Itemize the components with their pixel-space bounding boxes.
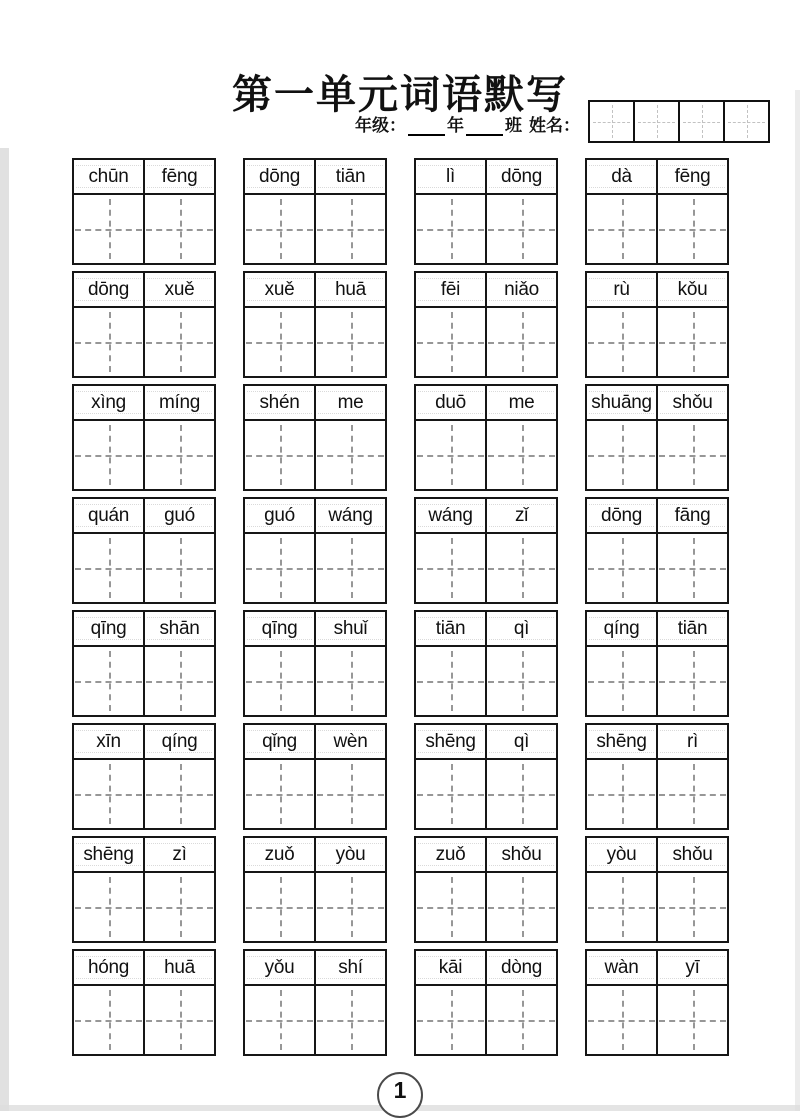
word-card xyxy=(72,836,216,943)
word-card xyxy=(585,949,729,1056)
pinyin-syllable-1: tiān xyxy=(416,612,485,645)
pinyin-syllable-1: dōng xyxy=(587,499,656,532)
pinyin-syllable-2: me xyxy=(314,386,385,419)
writing-box-2[interactable] xyxy=(143,760,214,828)
writing-box-1[interactable] xyxy=(245,760,314,828)
pinyin-syllable-1: rù xyxy=(587,273,656,306)
word-card xyxy=(585,384,729,491)
writing-box-2[interactable] xyxy=(485,534,556,602)
pinyin-syllable-2: fēng xyxy=(143,160,214,193)
pinyin-syllable-2: fāng xyxy=(656,499,727,532)
writing-row xyxy=(416,647,556,715)
pinyin-syllable-2: qì xyxy=(485,612,556,645)
pinyin-row xyxy=(416,386,556,421)
writing-row xyxy=(587,647,727,715)
word-card xyxy=(414,723,558,830)
writing-box-1[interactable] xyxy=(74,195,143,263)
writing-box-2[interactable] xyxy=(314,647,385,715)
pinyin-syllable-1: hóng xyxy=(74,951,143,984)
writing-box-2[interactable] xyxy=(143,986,214,1054)
pinyin-syllable-2: zì xyxy=(143,838,214,871)
writing-box-1[interactable] xyxy=(587,647,656,715)
word-card xyxy=(414,271,558,378)
writing-box-1[interactable] xyxy=(416,760,485,828)
pinyin-syllable-2: dòng xyxy=(485,951,556,984)
word-card xyxy=(585,158,729,265)
pinyin-row xyxy=(587,386,727,421)
page-title: 第一单元词语默写 xyxy=(232,71,568,117)
pinyin-syllable-1: shēng xyxy=(74,838,143,871)
word-card xyxy=(414,949,558,1056)
pinyin-syllable-2: shuǐ xyxy=(314,612,385,645)
writing-box-1[interactable] xyxy=(587,760,656,828)
pinyin-syllable-1: xìng xyxy=(74,386,143,419)
writing-box-1[interactable] xyxy=(587,421,656,489)
pinyin-row xyxy=(587,951,727,986)
pinyin-syllable-1: kāi xyxy=(416,951,485,984)
writing-box-2[interactable] xyxy=(143,647,214,715)
grade-blank-line[interactable] xyxy=(408,119,445,136)
writing-box-2[interactable] xyxy=(314,421,385,489)
writing-box-1[interactable] xyxy=(416,308,485,376)
writing-box-1[interactable] xyxy=(74,421,143,489)
pinyin-syllable-1: wáng xyxy=(416,499,485,532)
pinyin-syllable-1: qīng xyxy=(74,612,143,645)
word-card xyxy=(414,610,558,717)
writing-row xyxy=(416,421,556,489)
class-label: 班 xyxy=(505,116,522,135)
writing-row xyxy=(74,195,214,263)
writing-box-2[interactable] xyxy=(314,873,385,941)
pinyin-row xyxy=(74,725,214,760)
writing-box-2[interactable] xyxy=(656,647,727,715)
pinyin-row xyxy=(74,499,214,534)
pinyin-syllable-1: chūn xyxy=(74,160,143,193)
pinyin-row xyxy=(587,273,727,308)
pinyin-row xyxy=(587,838,727,873)
word-card xyxy=(243,836,387,943)
writing-row xyxy=(245,873,385,941)
name-label: 姓名： xyxy=(529,116,580,135)
writing-row xyxy=(587,986,727,1054)
pinyin-syllable-1: guó xyxy=(245,499,314,532)
writing-box-2[interactable] xyxy=(656,195,727,263)
writing-row xyxy=(74,647,214,715)
pinyin-row xyxy=(245,951,385,986)
pinyin-syllable-2: wáng xyxy=(314,499,385,532)
writing-row xyxy=(74,760,214,828)
writing-box-1[interactable] xyxy=(245,986,314,1054)
writing-row xyxy=(74,873,214,941)
writing-box-2[interactable] xyxy=(656,986,727,1054)
writing-box-1[interactable] xyxy=(245,534,314,602)
pinyin-row xyxy=(74,951,214,986)
word-card xyxy=(243,384,387,491)
writing-box-2[interactable] xyxy=(143,873,214,941)
name-box[interactable] xyxy=(678,100,725,143)
page-number-badge xyxy=(377,1072,423,1118)
writing-box-2[interactable] xyxy=(143,534,214,602)
writing-row xyxy=(416,195,556,263)
pinyin-syllable-1: yǒu xyxy=(245,951,314,984)
pinyin-row xyxy=(416,838,556,873)
writing-row xyxy=(587,421,727,489)
writing-box-1[interactable] xyxy=(587,986,656,1054)
writing-box-1[interactable] xyxy=(416,421,485,489)
writing-box-1[interactable] xyxy=(245,647,314,715)
pinyin-row xyxy=(587,499,727,534)
writing-box-1[interactable] xyxy=(245,421,314,489)
writing-box-1[interactable] xyxy=(74,760,143,828)
pinyin-syllable-1: xīn xyxy=(74,725,143,758)
pinyin-syllable-2: zǐ xyxy=(485,499,556,532)
writing-row xyxy=(587,873,727,941)
pinyin-syllable-1: xuě xyxy=(245,273,314,306)
pinyin-syllable-1: lì xyxy=(416,160,485,193)
writing-box-2[interactable] xyxy=(143,195,214,263)
pinyin-row xyxy=(74,838,214,873)
word-card xyxy=(72,610,216,717)
writing-box-1[interactable] xyxy=(74,873,143,941)
pinyin-syllable-2: rì xyxy=(656,725,727,758)
pinyin-row xyxy=(416,725,556,760)
word-card xyxy=(585,271,729,378)
writing-box-1[interactable] xyxy=(74,986,143,1054)
writing-row xyxy=(416,534,556,602)
pinyin-syllable-1: zuǒ xyxy=(416,838,485,871)
pinyin-row xyxy=(587,160,727,195)
pinyin-syllable-2: wèn xyxy=(314,725,385,758)
word-card xyxy=(72,384,216,491)
writing-box-2[interactable] xyxy=(656,308,727,376)
writing-row xyxy=(245,534,385,602)
writing-box-1[interactable] xyxy=(416,873,485,941)
writing-box-1[interactable] xyxy=(587,308,656,376)
writing-box-2[interactable] xyxy=(656,873,727,941)
pinyin-syllable-2: tiān xyxy=(314,160,385,193)
pinyin-syllable-2: dōng xyxy=(485,160,556,193)
word-card xyxy=(243,271,387,378)
pinyin-syllable-1: yòu xyxy=(587,838,656,871)
pinyin-syllable-2: yòu xyxy=(314,838,385,871)
pinyin-syllable-2: huā xyxy=(143,951,214,984)
writing-box-1[interactable] xyxy=(245,873,314,941)
word-card xyxy=(243,610,387,717)
name-boxes xyxy=(588,100,770,143)
writing-row xyxy=(245,308,385,376)
pinyin-syllable-1: fēi xyxy=(416,273,485,306)
writing-row xyxy=(74,534,214,602)
word-card xyxy=(585,497,729,604)
writing-box-1[interactable] xyxy=(416,534,485,602)
writing-box-2[interactable] xyxy=(314,534,385,602)
writing-box-1[interactable] xyxy=(587,195,656,263)
name-box[interactable] xyxy=(633,100,680,143)
pinyin-syllable-2: fēng xyxy=(656,160,727,193)
pinyin-row xyxy=(245,499,385,534)
pinyin-syllable-2: shān xyxy=(143,612,214,645)
writing-row xyxy=(587,308,727,376)
grade-label: 年级： xyxy=(355,116,406,135)
writing-row xyxy=(74,308,214,376)
pinyin-syllable-1: duō xyxy=(416,386,485,419)
word-card xyxy=(414,158,558,265)
scan-edge-left xyxy=(0,148,9,1111)
pinyin-syllable-2: shǒu xyxy=(656,838,727,871)
writing-row xyxy=(416,308,556,376)
pinyin-syllable-1: quán xyxy=(74,499,143,532)
writing-row xyxy=(587,195,727,263)
pinyin-row xyxy=(74,386,214,421)
word-card xyxy=(585,723,729,830)
writing-box-2[interactable] xyxy=(656,421,727,489)
writing-box-2[interactable] xyxy=(314,308,385,376)
pinyin-row xyxy=(587,725,727,760)
writing-row xyxy=(587,760,727,828)
word-card xyxy=(414,497,558,604)
writing-row xyxy=(416,760,556,828)
pinyin-syllable-1: qíng xyxy=(587,612,656,645)
writing-box-2[interactable] xyxy=(485,195,556,263)
word-card xyxy=(72,949,216,1056)
word-card xyxy=(585,836,729,943)
writing-box-2[interactable] xyxy=(485,421,556,489)
word-card xyxy=(585,610,729,717)
writing-row xyxy=(245,760,385,828)
pinyin-syllable-2: shǒu xyxy=(656,386,727,419)
writing-box-2[interactable] xyxy=(314,760,385,828)
writing-row xyxy=(245,647,385,715)
pinyin-row xyxy=(416,160,556,195)
pinyin-syllable-1: dōng xyxy=(245,160,314,193)
pinyin-syllable-1: wàn xyxy=(587,951,656,984)
pinyin-syllable-1: shuāng xyxy=(587,386,656,419)
writing-row xyxy=(416,986,556,1054)
pinyin-syllable-2: kǒu xyxy=(656,273,727,306)
writing-row xyxy=(245,986,385,1054)
word-card xyxy=(243,723,387,830)
word-card-grid xyxy=(72,158,729,1056)
pinyin-syllable-2: qì xyxy=(485,725,556,758)
word-card xyxy=(414,836,558,943)
pinyin-syllable-1: shēng xyxy=(416,725,485,758)
word-card xyxy=(243,497,387,604)
pinyin-syllable-1: dà xyxy=(587,160,656,193)
page-number: 1 xyxy=(393,1077,407,1103)
writing-box-2[interactable] xyxy=(656,534,727,602)
pinyin-syllable-2: míng xyxy=(143,386,214,419)
pinyin-syllable-2: guó xyxy=(143,499,214,532)
writing-box-1[interactable] xyxy=(74,308,143,376)
writing-box-1[interactable] xyxy=(416,986,485,1054)
pinyin-syllable-2: yī xyxy=(656,951,727,984)
pinyin-syllable-2: xuě xyxy=(143,273,214,306)
pinyin-syllable-2: huā xyxy=(314,273,385,306)
writing-box-2[interactable] xyxy=(143,421,214,489)
writing-box-2[interactable] xyxy=(656,760,727,828)
pinyin-syllable-2: qíng xyxy=(143,725,214,758)
word-card xyxy=(243,158,387,265)
pinyin-row xyxy=(245,725,385,760)
pinyin-row xyxy=(245,160,385,195)
pinyin-syllable-1: shēng xyxy=(587,725,656,758)
writing-box-2[interactable] xyxy=(485,760,556,828)
pinyin-row xyxy=(416,273,556,308)
pinyin-syllable-1: dōng xyxy=(74,273,143,306)
pinyin-syllable-1: qǐng xyxy=(245,725,314,758)
pinyin-row xyxy=(245,273,385,308)
writing-box-2[interactable] xyxy=(485,986,556,1054)
word-card xyxy=(72,497,216,604)
writing-box-2[interactable] xyxy=(485,873,556,941)
student-info-row xyxy=(355,104,770,143)
pinyin-syllable-1: zuǒ xyxy=(245,838,314,871)
writing-row xyxy=(416,873,556,941)
writing-row xyxy=(74,986,214,1054)
scan-edge-right xyxy=(795,90,800,1111)
word-card xyxy=(414,384,558,491)
writing-row xyxy=(74,421,214,489)
pinyin-syllable-2: tiān xyxy=(656,612,727,645)
writing-box-1[interactable] xyxy=(245,308,314,376)
pinyin-row xyxy=(74,273,214,308)
pinyin-row xyxy=(245,612,385,647)
writing-row xyxy=(245,195,385,263)
pinyin-row xyxy=(416,951,556,986)
word-card xyxy=(243,949,387,1056)
writing-box-1[interactable] xyxy=(587,873,656,941)
writing-box-1[interactable] xyxy=(74,647,143,715)
class-blank-line[interactable] xyxy=(466,119,503,136)
writing-box-2[interactable] xyxy=(143,308,214,376)
writing-row xyxy=(587,534,727,602)
pinyin-syllable-2: me xyxy=(485,386,556,419)
student-info-text xyxy=(355,111,580,136)
pinyin-row xyxy=(74,160,214,195)
pinyin-row xyxy=(416,499,556,534)
name-box[interactable] xyxy=(588,100,635,143)
writing-box-2[interactable] xyxy=(314,195,385,263)
pinyin-row xyxy=(245,386,385,421)
writing-box-1[interactable] xyxy=(416,647,485,715)
pinyin-syllable-1: qīng xyxy=(245,612,314,645)
pinyin-syllable-2: shí xyxy=(314,951,385,984)
pinyin-row xyxy=(416,612,556,647)
pinyin-syllable-2: shǒu xyxy=(485,838,556,871)
writing-box-2[interactable] xyxy=(314,986,385,1054)
pinyin-row xyxy=(587,612,727,647)
writing-box-1[interactable] xyxy=(416,195,485,263)
pinyin-syllable-1: shén xyxy=(245,386,314,419)
writing-row xyxy=(245,421,385,489)
writing-box-2[interactable] xyxy=(485,308,556,376)
year-label: 年 xyxy=(447,116,464,135)
writing-box-1[interactable] xyxy=(245,195,314,263)
writing-box-1[interactable] xyxy=(587,534,656,602)
word-card xyxy=(72,271,216,378)
word-card xyxy=(72,723,216,830)
name-box[interactable] xyxy=(723,100,770,143)
pinyin-syllable-2: niǎo xyxy=(485,273,556,306)
writing-box-1[interactable] xyxy=(74,534,143,602)
pinyin-row xyxy=(245,838,385,873)
writing-box-2[interactable] xyxy=(485,647,556,715)
pinyin-row xyxy=(74,612,214,647)
word-card xyxy=(72,158,216,265)
